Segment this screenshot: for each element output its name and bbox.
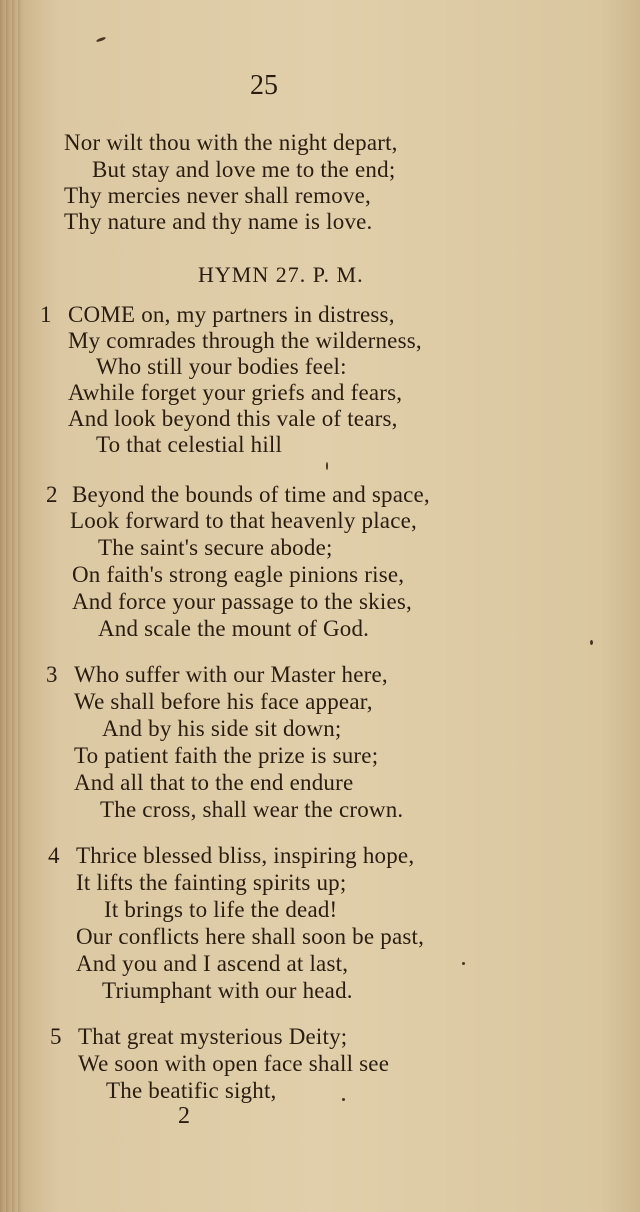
verse-line: COME on, my partners in distress,: [68, 302, 395, 327]
verse-line: And force your passage to the skies,: [72, 589, 412, 614]
carryover-line: Thy mercies never shall remove,: [64, 183, 371, 208]
verse-line: Beyond the bounds of time and space,: [72, 482, 430, 507]
carryover-line: Thy nature and thy name is love.: [64, 209, 373, 234]
verse-line: And all that to the end endure: [74, 770, 354, 795]
ink-speck: [326, 462, 328, 470]
verse-line: On faith's strong eagle pinions rise,: [72, 562, 405, 587]
verse-line: We shall before his face appear,: [74, 689, 373, 714]
verse-line: That great mysterious Deity;: [78, 1024, 348, 1049]
ink-speck: [96, 36, 106, 42]
verse-line: Awhile forget your griefs and fears,: [68, 380, 403, 405]
page-edge: [0, 0, 24, 1212]
verse-number: 4: [48, 843, 60, 868]
verse-line: The saint's secure abode;: [98, 535, 333, 560]
verse-line: The cross, shall wear the crown.: [100, 797, 404, 822]
verse-number: 2: [46, 482, 58, 507]
verse-line: It brings to life the dead!: [104, 897, 338, 922]
verse-line: To patient faith the prize is sure;: [74, 743, 379, 768]
verse-line: The beatific sight,: [106, 1078, 277, 1103]
verse-line: My comrades through the wilderness,: [68, 328, 422, 353]
verse-number: 3: [46, 662, 58, 687]
carryover-line: Nor wilt thou with the night depart,: [64, 130, 398, 155]
ink-speck: [462, 962, 465, 965]
verse-line: And you and I ascend at last,: [76, 951, 349, 976]
verse-number: 1: [40, 302, 52, 327]
verse-line: And scale the mount of God.: [98, 616, 370, 641]
verse-line: To that celestial hill: [96, 432, 283, 457]
ink-speck: [342, 1098, 345, 1101]
verse-line: Who suffer with our Master here,: [74, 662, 388, 687]
verse-number: 5: [50, 1024, 62, 1049]
verse-line: Thrice blessed bliss, inspiring hope,: [76, 843, 415, 868]
carryover-line: But stay and love me to the end;: [92, 157, 396, 182]
verse-line: We soon with open face shall see: [78, 1051, 390, 1076]
verse-line: And by his side sit down;: [102, 716, 342, 741]
verse-line: It lifts the fainting spirits up;: [76, 870, 347, 895]
verse-line: Triumphant with our head.: [102, 978, 353, 1003]
verse-line: Who still your bodies feel:: [96, 354, 347, 379]
hymn-title: HYMN 27. P. M.: [198, 262, 364, 287]
ink-speck: [590, 640, 593, 645]
verse-line: And look beyond this vale of tears,: [68, 406, 398, 431]
verse-line: Look forward to that heavenly place,: [70, 508, 417, 533]
verse-line: Our conflicts here shall soon be past,: [76, 924, 425, 949]
signature-mark: 2: [178, 1103, 190, 1129]
page-number: 25: [250, 70, 278, 101]
